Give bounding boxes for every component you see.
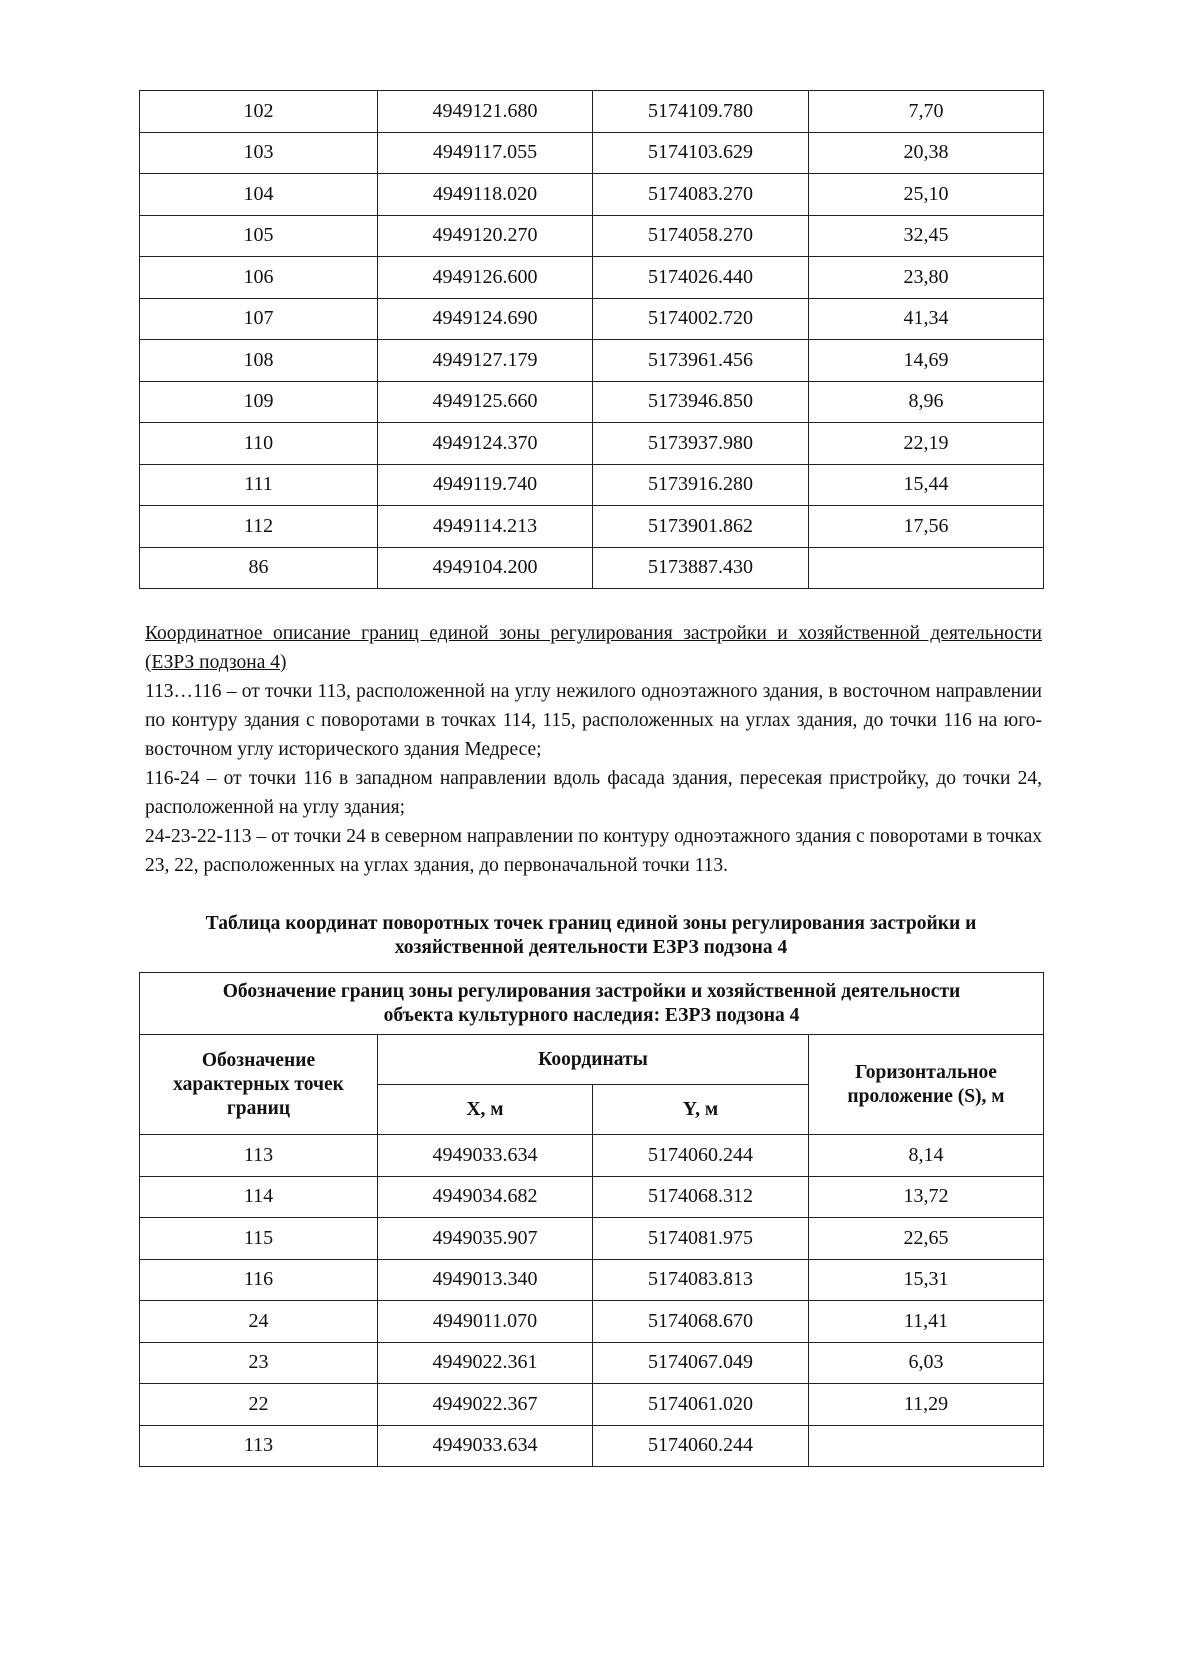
distance: 14,69	[809, 340, 1044, 382]
distance: 23,80	[809, 257, 1044, 299]
point-id: 106	[140, 257, 378, 299]
y-coordinate: 5174060.244	[593, 1425, 809, 1467]
point-id: 103	[140, 132, 378, 174]
x-coordinate: 4949104.200	[378, 547, 593, 589]
point-id: 109	[140, 381, 378, 423]
y-coordinate: 5174081.975	[593, 1218, 809, 1260]
distance	[809, 1425, 1044, 1467]
y-coordinate: 5174061.020	[593, 1384, 809, 1426]
x-coordinate: 4949114.213	[378, 506, 593, 548]
table-row	[140, 506, 1044, 548]
distance: 6,03	[809, 1342, 1044, 1384]
x-coordinate: 4949033.634	[378, 1135, 593, 1177]
table-row	[140, 298, 1044, 340]
table-row	[140, 1259, 1044, 1301]
y-coordinate: 5174060.244	[593, 1135, 809, 1177]
caption-line: Обозначение границ зоны регулирования застройки и хозяйственной деятельности	[222, 980, 961, 1002]
header-y: Y, м	[593, 1085, 809, 1135]
x-coordinate: 4949022.361	[378, 1342, 593, 1384]
x-coordinate: 4949034.682	[378, 1176, 593, 1218]
point-id: 108	[140, 340, 378, 382]
distance: 11,29	[809, 1384, 1044, 1426]
y-coordinate: 5174058.270	[593, 215, 809, 257]
coordinates-table-continued	[139, 90, 1044, 589]
x-coordinate: 4949124.370	[378, 423, 593, 465]
distance: 20,38	[809, 132, 1044, 174]
y-coordinate: 5174026.440	[593, 257, 809, 299]
table-row	[140, 464, 1044, 506]
point-id: 22	[140, 1384, 378, 1426]
table-row	[140, 1135, 1044, 1177]
distance: 17,56	[809, 506, 1044, 548]
table-row	[140, 215, 1044, 257]
y-coordinate: 5174083.270	[593, 174, 809, 216]
table-caption	[140, 973, 1044, 1035]
y-coordinate: 5173916.280	[593, 464, 809, 506]
zone-description	[145, 619, 1042, 880]
distance: 7,70	[809, 91, 1044, 133]
point-id: 116	[140, 1259, 378, 1301]
point-id: 24	[140, 1301, 378, 1343]
x-coordinate: 4949119.740	[378, 464, 593, 506]
table-title-line: Таблица координат поворотных точек границ единой зоны регулирования застройки и	[205, 913, 977, 934]
table-row	[140, 1425, 1044, 1467]
x-coordinate: 4949126.600	[378, 257, 593, 299]
table-row	[140, 1176, 1044, 1218]
distance: 32,45	[809, 215, 1044, 257]
y-coordinate: 5174002.720	[593, 298, 809, 340]
x-coordinate: 4949035.907	[378, 1218, 593, 1260]
y-coordinate: 5173887.430	[593, 547, 809, 589]
x-coordinate: 4949125.660	[378, 381, 593, 423]
point-id: 102	[140, 91, 378, 133]
y-coordinate: 5174103.629	[593, 132, 809, 174]
x-coordinate: 4949127.179	[378, 340, 593, 382]
x-coordinate: 4949022.367	[378, 1384, 593, 1426]
table-title	[139, 912, 1043, 960]
y-coordinate: 5174068.670	[593, 1301, 809, 1343]
distance: 22,65	[809, 1218, 1044, 1260]
distance: 15,44	[809, 464, 1044, 506]
point-id: 110	[140, 423, 378, 465]
description-heading: Координатное описание границ единой зоны регулирования застройки и хозяйственной деятельности (ЕЗРЗ подзона 4)	[145, 623, 1042, 673]
distance: 25,10	[809, 174, 1044, 216]
distance: 8,96	[809, 381, 1044, 423]
distance	[809, 547, 1044, 589]
distance: 22,19	[809, 423, 1044, 465]
table-row	[140, 1384, 1044, 1426]
header-coordinates: Координаты	[378, 1035, 809, 1085]
x-coordinate: 4949013.340	[378, 1259, 593, 1301]
point-id: 86	[140, 547, 378, 589]
x-coordinate: 4949011.070	[378, 1301, 593, 1343]
point-id: 114	[140, 1176, 378, 1218]
table-row	[140, 257, 1044, 299]
description-paragraph: 116-24 – от точки 116 в западном направлении вдоль фасада здания, пересекая пристройку, до точки 24, расположенной на углу здания;	[145, 768, 1042, 818]
x-coordinate: 4949033.634	[378, 1425, 593, 1467]
x-coordinate: 4949120.270	[378, 215, 593, 257]
x-coordinate: 4949124.690	[378, 298, 593, 340]
header-x: X, м	[378, 1085, 593, 1135]
distance: 8,14	[809, 1135, 1044, 1177]
distance: 13,72	[809, 1176, 1044, 1218]
table-title-line: хозяйственной деятельности ЕЗРЗ подзона 4	[394, 937, 788, 958]
distance: 11,41	[809, 1301, 1044, 1343]
y-coordinate: 5174067.049	[593, 1342, 809, 1384]
distance: 41,34	[809, 298, 1044, 340]
x-coordinate: 4949121.680	[378, 91, 593, 133]
distance: 15,31	[809, 1259, 1044, 1301]
y-coordinate: 5174068.312	[593, 1176, 809, 1218]
header-point: Обозначение характерных точек границ	[140, 1035, 378, 1135]
y-coordinate: 5173946.850	[593, 381, 809, 423]
point-id: 104	[140, 174, 378, 216]
header-distance: Горизонтальное проложение (S), м	[809, 1035, 1044, 1135]
description-paragraph: 113…116 – от точки 113, расположенной на углу нежилого одноэтажного здания, в восточном направлении по контуру здания с поворотами в точках 114, 115, расположенных на углах здания, до точки 116 на юго-восточном углу исторического здания Медресе;	[145, 681, 1042, 760]
caption-line: объекта культурного наследия: ЕЗРЗ подзона 4	[383, 1004, 800, 1026]
table-row	[140, 1218, 1044, 1260]
y-coordinate: 5173937.980	[593, 423, 809, 465]
point-id: 112	[140, 506, 378, 548]
point-id: 113	[140, 1135, 378, 1177]
table-row	[140, 340, 1044, 382]
point-id: 113	[140, 1425, 378, 1467]
table-row	[140, 423, 1044, 465]
table-row	[140, 547, 1044, 589]
y-coordinate: 5174083.813	[593, 1259, 809, 1301]
point-id: 23	[140, 1342, 378, 1384]
table-row	[140, 174, 1044, 216]
table-row	[140, 1342, 1044, 1384]
table-row	[140, 1301, 1044, 1343]
point-id: 107	[140, 298, 378, 340]
y-coordinate: 5174109.780	[593, 91, 809, 133]
point-id: 115	[140, 1218, 378, 1260]
y-coordinate: 5173901.862	[593, 506, 809, 548]
table-row	[140, 132, 1044, 174]
x-coordinate: 4949118.020	[378, 174, 593, 216]
table-row	[140, 381, 1044, 423]
point-id: 105	[140, 215, 378, 257]
point-id: 111	[140, 464, 378, 506]
table-row	[140, 91, 1044, 133]
ezrz-subzone-4-table	[139, 972, 1044, 1467]
description-paragraph: 24-23-22-113 – от точки 24 в северном направлении по контуру одноэтажного здания с поворотами в точках 23, 22, расположенных на углах здания, до первоначальной точки 113.	[145, 826, 1042, 876]
y-coordinate: 5173961.456	[593, 340, 809, 382]
x-coordinate: 4949117.055	[378, 132, 593, 174]
